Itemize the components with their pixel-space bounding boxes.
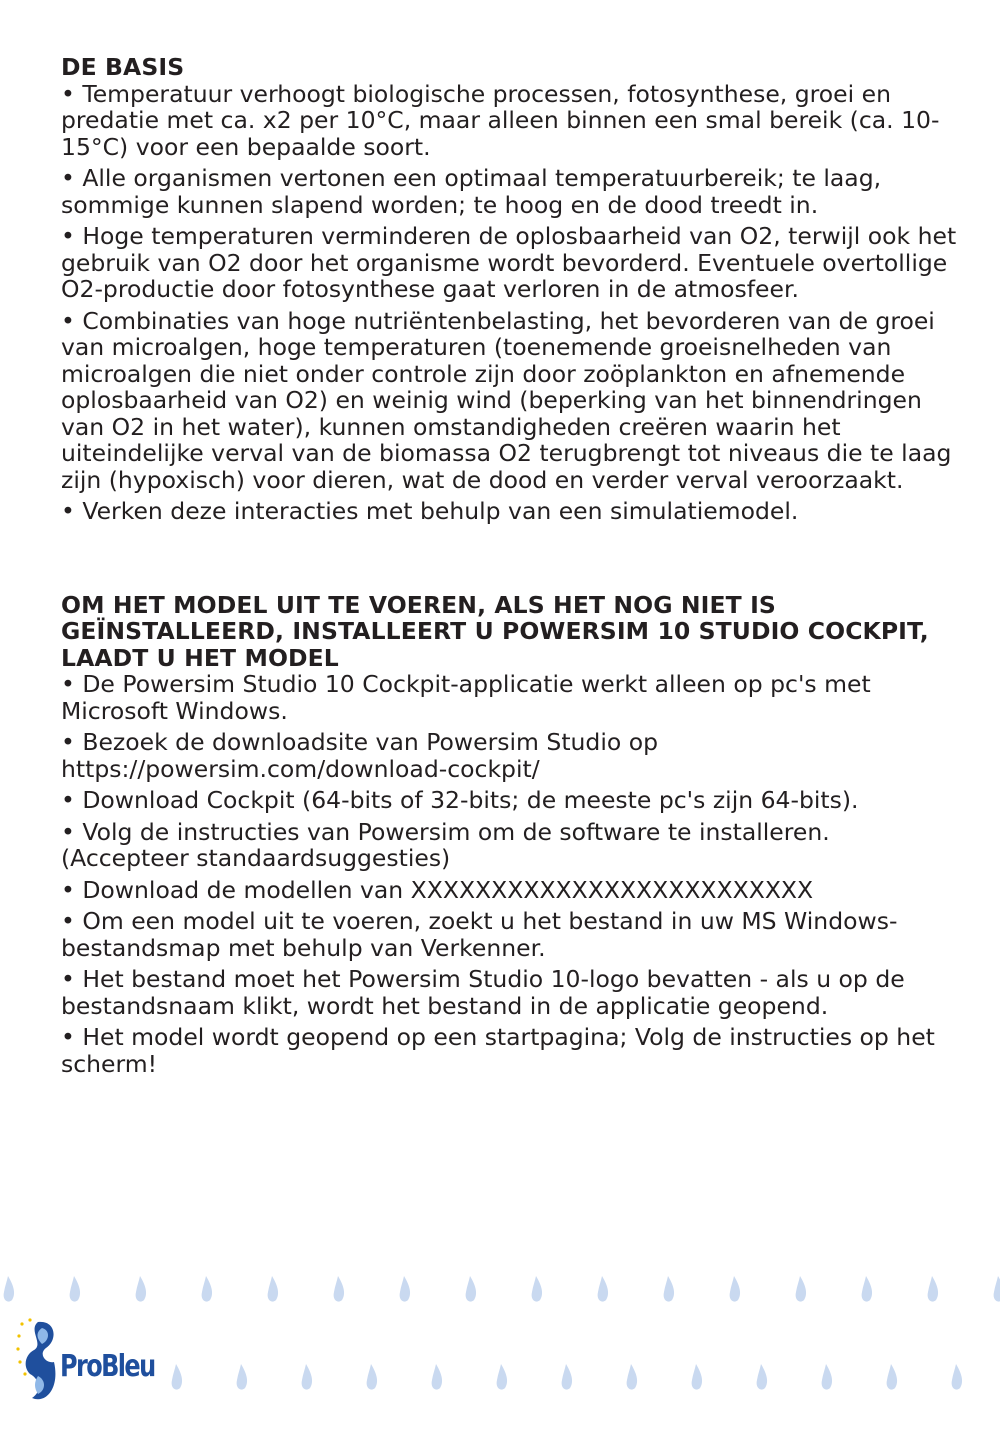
bullet-paragraph: • Download de modellen van XXXXXXXXXXXXXXXXXXXXXXXXX [61, 875, 814, 904]
raindrop-icon [432, 1364, 442, 1390]
bullet-paragraph: • Hoge temperaturen verminderen de oplosbaarheid van O2, terwijl ook het gebruik van O2 door het organisme wordt bevorderd. Eventuele overtollige O2-productie door fotosynthese gaat verloren in de atmosfeer. [61, 222, 957, 303]
bullet-paragraph: • Om een model uit te voeren, zoekt u het bestand in uw MS Windows-bestandsmap met behulp van Verkenner. [61, 907, 898, 962]
raindrop-icon [172, 1364, 182, 1390]
raindrop-icon [796, 1276, 806, 1302]
raindrop-icon [302, 1364, 312, 1390]
raindrop-icon [367, 1364, 377, 1390]
raindrop-icon [664, 1276, 674, 1302]
raindrop-icon [757, 1364, 767, 1390]
bullet-paragraph: • Het bestand moet het Powersim Studio 10-logo bevatten - als u op de bestandsnaam klikt, wordt het bestand in de applicatie geopend. [61, 965, 905, 1020]
raindrop-icon [268, 1276, 278, 1302]
raindrop-row-bottom [172, 1364, 962, 1390]
bullet-paragraph: • Combinaties van hoge nutriëntenbelasting, het bevorderen van de groei van microalgen, hoge temperaturen (toenemende groeisnelheden van microalgen die niet onder controle zijn door zoöplankton en afnemende oplosbaarheid van O2) en weinig wind (beperking van het binnendringen van O2 in het water), kunnen omstandigheden creëren waarin het uiteindelijke verval van de biomassa O2 terugbrengt tot niveaus die te laag zijn (hypoxisch) voor dieren, wat de dood en verder verval veroorzaakt. [61, 306, 952, 494]
raindrop-row-top [4, 1276, 1000, 1302]
raindrop-icon [692, 1364, 702, 1390]
raindrop-icon [928, 1276, 938, 1302]
raindrop-icon [400, 1276, 410, 1302]
bullet-paragraph: • Volg de instructies van Powersim om de software te installeren. (Accepteer standaardsuggesties) [61, 817, 830, 872]
raindrop-icon [562, 1364, 572, 1390]
raindrop-icon [237, 1364, 247, 1390]
bullet-paragraph: • De Powersim Studio 10 Cockpit-applicatie werkt alleen op pc's met Microsoft Windows. [61, 670, 871, 725]
section-install [61, 592, 961, 1078]
document-body [61, 54, 961, 1082]
raindrop-icon [70, 1276, 80, 1302]
raindrop-icon [627, 1364, 637, 1390]
raindrop-icon [202, 1276, 212, 1302]
raindrop-icon [136, 1276, 146, 1302]
raindrop-icon [334, 1276, 344, 1302]
raindrop-icon [730, 1276, 740, 1302]
raindrop-icon [994, 1276, 1000, 1302]
section-heading-install: OM HET MODEL UIT TE VOEREN, ALS HET NOG NIET IS GEÏNSTALLEERD, INSTALLEERT U POWERSIM 10 STUDIO COCKPIT, LAADT U HET MODEL [61, 590, 929, 672]
raindrop-icon [466, 1276, 476, 1302]
section-heading-basis: DE BASIS [61, 53, 185, 81]
bullet-paragraph: • Bezoek de downloadsite van Powersim Studio op https://powersim.com/download-cockpit/ [61, 728, 659, 783]
raindrop-icon [497, 1364, 507, 1390]
raindrop-pattern-icon [0, 1266, 1000, 1406]
bullet-paragraph: • Download Cockpit (64-bits of 32-bits; de meeste pc's zijn 64-bits). [61, 786, 859, 814]
raindrop-icon [822, 1364, 832, 1390]
bullet-paragraph: • Verken deze interacties met behulp van een simulatiemodel. [61, 497, 799, 525]
raindrop-icon [598, 1276, 608, 1302]
raindrop-icon [4, 1276, 14, 1302]
section-basis [61, 54, 961, 525]
bullet-paragraph: • Temperatuur verhoogt biologische processen, fotosynthese, groei en predatie met ca. x2 per 10°C, maar alleen binnen een smal bereik (ca. 10-15°C) voor een bepaalde soort. [61, 79, 940, 161]
raindrop-icon [952, 1364, 962, 1390]
raindrop-icon [887, 1364, 897, 1390]
bullet-paragraph: • Het model wordt geopend op een startpagina; Volg de instructies op het scherm! [61, 1023, 935, 1078]
raindrop-icon [532, 1276, 542, 1302]
raindrop-icon [862, 1276, 872, 1302]
probleu-logo-text: ProBleu [60, 1349, 155, 1384]
bullet-paragraph: • Alle organismen vertonen een optimaal temperatuurbereik; te laag, sommige kunnen slapend worden; te hoog en de dood treedt in. [61, 164, 882, 219]
